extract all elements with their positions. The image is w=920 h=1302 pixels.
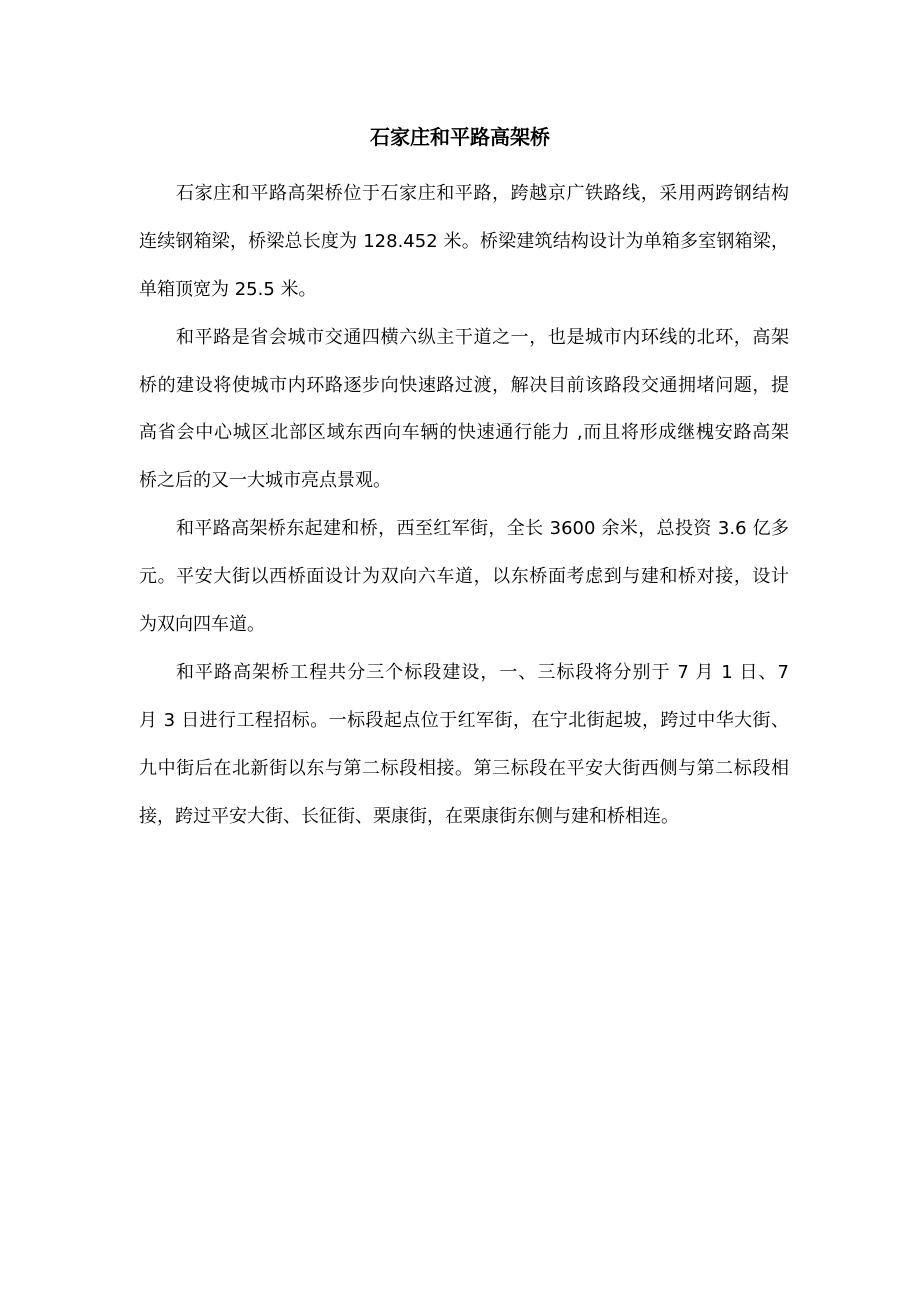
text-line: 单箱顶宽为 25.5 米。 bbox=[139, 278, 317, 300]
text-line: 连续钢箱梁，桥梁总长度为 128.452 米。桥梁建筑结构设计为单箱多室钢箱梁， bbox=[139, 230, 789, 252]
text-line: 和平路是省会城市交通四横六纵主干道之一，也是城市内环线的北环，高架 bbox=[176, 326, 789, 348]
paragraph-1 bbox=[139, 170, 789, 314]
text-line: 元。平安大街以西桥面设计为双向六车道，以东桥面考虑到与建和桥对接，设计 bbox=[139, 566, 789, 588]
text-line: 九中街后在北新街以东与第二标段相接。第三标段在平安大街西侧与第二标段相 bbox=[139, 757, 789, 779]
document-title: 石家庄和平路高架桥 bbox=[370, 125, 550, 149]
text-line: 高省会中心城区北部区域东西向车辆的快速通行能力 ,而且将形成继槐安路高架 bbox=[139, 422, 789, 444]
text-line: 和平路高架桥工程共分三个标段建设，一、三标段将分别于 7 月 1 日、7 bbox=[176, 661, 789, 683]
paragraph-2 bbox=[139, 314, 789, 506]
text-line: 接，跨过平安大街、长征街、栗康街，在栗康街东侧与建和桥相连。 bbox=[139, 805, 679, 827]
text-line: 为双向四车道。 bbox=[139, 614, 265, 636]
document-body bbox=[139, 170, 789, 840]
text-line: 和平路高架桥东起建和桥，西至红军街，全长 3600 余米，总投资 3.6 亿多 bbox=[176, 518, 789, 540]
paragraph-4 bbox=[139, 649, 789, 841]
text-line: 月 3 日进行工程招标。一标段起点位于红军街，在宁北街起坡，跨过中华大街、 bbox=[139, 709, 789, 731]
text-line: 石家庄和平路高架桥位于石家庄和平路，跨越京广铁路线，采用两跨钢结构 bbox=[176, 183, 789, 204]
text-line: 桥之后的又一大城市亮点景观。 bbox=[139, 470, 391, 492]
text-line: 桥的建设将使城市内环路逐步向快速路过渡，解决目前该路段交通拥堵问题，提 bbox=[139, 374, 789, 396]
paragraph-3 bbox=[139, 505, 789, 649]
